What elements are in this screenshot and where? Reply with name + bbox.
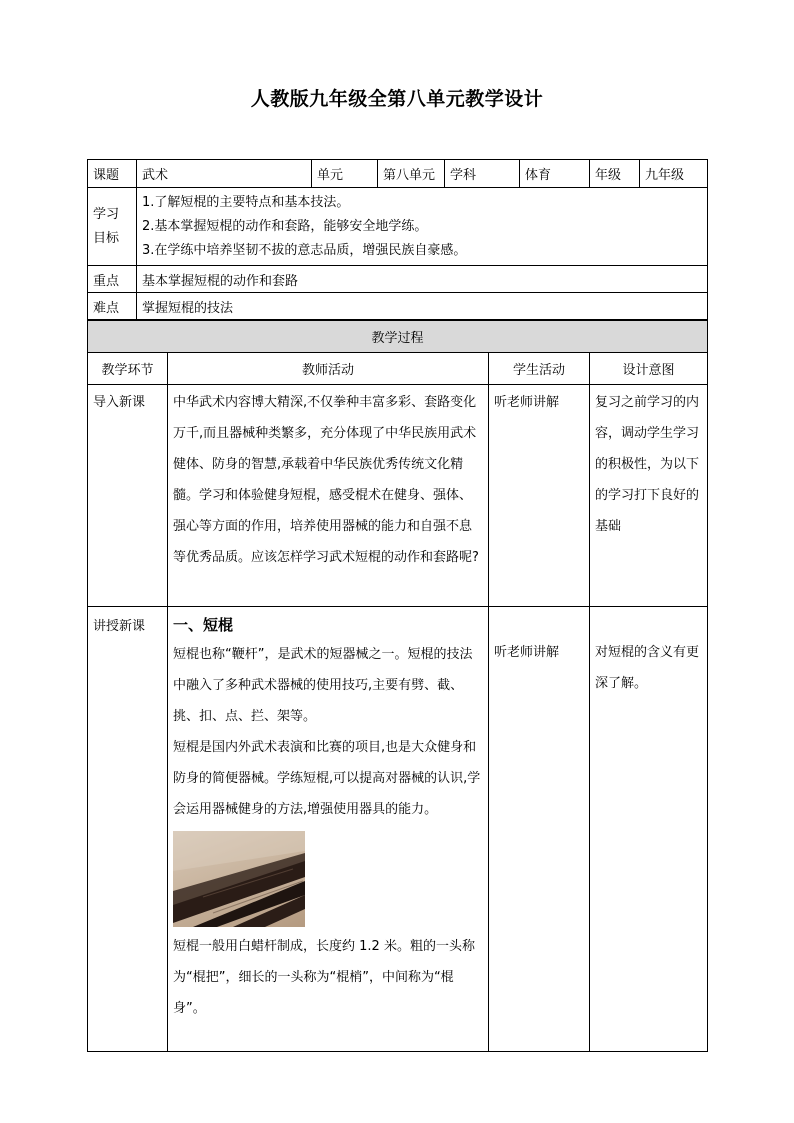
table-row: [88, 385, 708, 607]
page-title: 人教版九年级全第八单元教学设计: [250, 88, 544, 110]
subject-label: 学科: [445, 160, 520, 188]
column-header-row: [88, 353, 708, 385]
table-row: [88, 607, 708, 1052]
short-staff-photo: [173, 831, 305, 927]
key-point-label: 重点: [88, 266, 137, 293]
subject-value: 体育: [520, 160, 590, 188]
goals-label: 学习目标: [88, 188, 137, 266]
column-header: 教师活动: [168, 353, 489, 385]
info-row: [88, 160, 708, 188]
stage-cell: 讲授新课: [88, 607, 168, 1052]
column-header: 学生活动: [489, 353, 590, 385]
key-point-row: [88, 266, 708, 293]
difficulty-row: [88, 293, 708, 320]
goals-row: [88, 188, 708, 266]
topic-value: 武术: [137, 160, 312, 188]
teacher-activity: [168, 607, 489, 1052]
unit-label: 单元: [312, 160, 378, 188]
paragraph: 短棍是国内外武术表演和比赛的项目,也是大众健身和防身的简便器械。学练短棍,可以提高对器械的认识,学会运用器械健身的方法,增强使用器具的能力。: [173, 740, 481, 817]
paragraph: 短棍一般用白蜡杆制成，长度约 1.2 米。粗的一头称为“棍把”，细长的一头称为“棍梢”，中间称为“棍身”。: [173, 939, 475, 1016]
student-activity: 听老师讲解: [489, 607, 590, 1052]
teacher-activity: 中华武术内容博大精深,不仅拳种丰富多彩、套路变化万千,而且器械种类繁多，充分体现了中华民族用武术健体、防身的智慧,承载着中华民族优秀传统文化精髓。学习和体验健身短棍，感受棍术在健身、强体、强心等方面的作用，培养使用器械的能力和自强不息等优秀品质。应该怎样学习武术短棍的动作和套路呢?: [168, 385, 489, 607]
key-point-value: 基本掌握短棍的动作和套路: [137, 266, 708, 293]
topic-label: 课题: [88, 160, 137, 188]
goal-item: 1.了解短棍的主要特点和基本技法。: [142, 194, 350, 210]
paragraph: 短棍也称“鞭杆”，是武术的短器械之一。短棍的技法中融入了多种武术器械的使用技巧,主要有劈、截、挑、扣、点、拦、架等。: [173, 647, 473, 724]
grade-value: 九年级: [640, 160, 708, 188]
process-table: [87, 320, 708, 1052]
section-heading: 一、短棍: [173, 616, 234, 634]
process-header: 教学过程: [88, 321, 708, 353]
column-header: 设计意图: [590, 353, 708, 385]
design-intent: 复习之前学习的内容，调动学生学习的积极性，为以下的学习打下良好的基础: [590, 385, 708, 607]
grade-label: 年级: [590, 160, 640, 188]
goals-list: [137, 188, 708, 266]
difficulty-label: 难点: [88, 293, 137, 320]
info-table: [87, 159, 708, 320]
difficulty-value: 掌握短棍的技法: [137, 293, 708, 320]
goal-item: 2.基本掌握短棍的动作和套路，能够安全地学练。: [142, 218, 428, 234]
unit-value: 第八单元: [378, 160, 445, 188]
student-activity: 听老师讲解: [489, 385, 590, 607]
stage-cell: 导入新课: [88, 385, 168, 607]
design-intent: 对短棍的含义有更深了解。: [590, 607, 708, 1052]
goal-item: 3.在学练中培养坚韧不拔的意志品质，增强民族自豪感。: [142, 242, 467, 258]
column-header: 教学环节: [88, 353, 168, 385]
